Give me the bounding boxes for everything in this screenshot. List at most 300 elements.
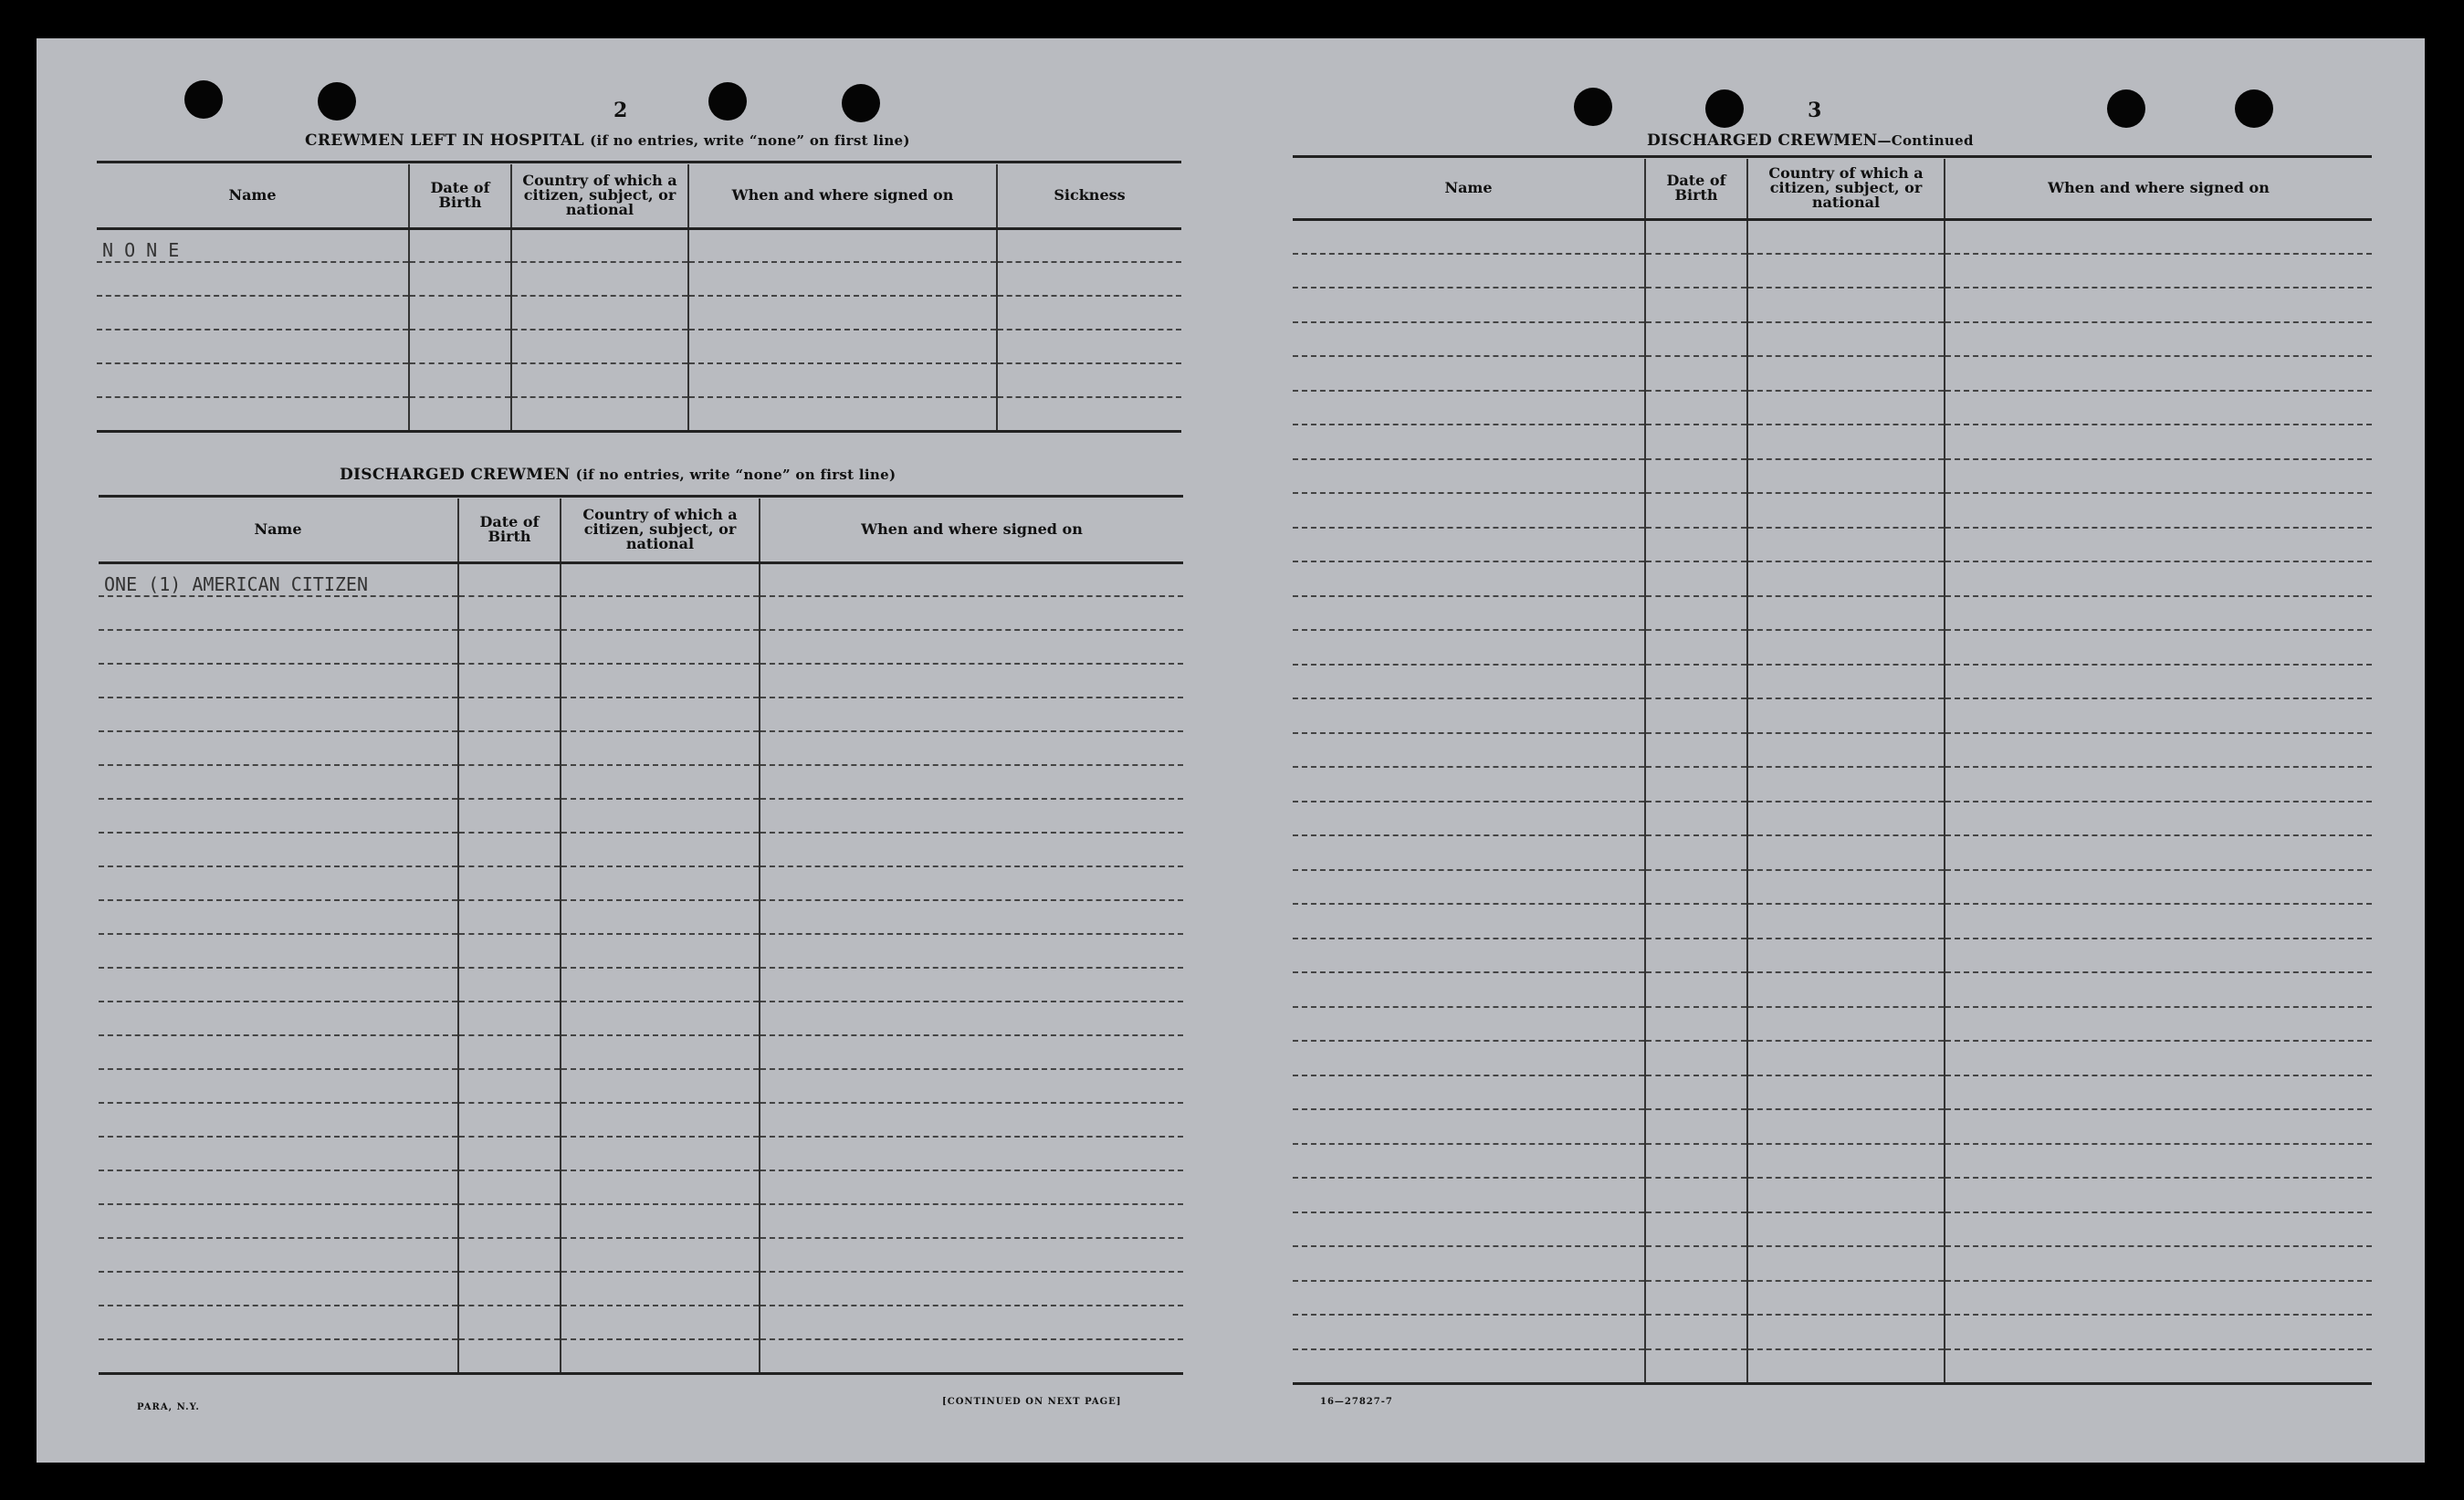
table-cell xyxy=(1645,1349,1747,1384)
table-cell xyxy=(458,630,561,664)
table-cell xyxy=(997,363,1181,397)
table-cell xyxy=(1747,425,1945,459)
table-cell xyxy=(760,968,1183,1002)
name-cell xyxy=(99,698,458,731)
table-cell xyxy=(760,1103,1183,1137)
name-cell xyxy=(1293,425,1645,459)
table-cell xyxy=(458,664,561,698)
table-row xyxy=(1293,493,2372,528)
table-cell xyxy=(1645,904,1747,939)
table-cell xyxy=(760,1137,1183,1170)
table-cell xyxy=(760,900,1183,934)
name-cell xyxy=(1293,904,1645,939)
table-cell xyxy=(760,1272,1183,1306)
table-row xyxy=(1293,870,2372,905)
continued-section-title xyxy=(1647,131,1974,150)
table-row xyxy=(1293,356,2372,391)
table-cell xyxy=(1645,459,1747,494)
table-cell xyxy=(1945,391,2372,425)
name-cell xyxy=(99,596,458,630)
table-cell xyxy=(1645,630,1747,665)
page-number: 3 xyxy=(1808,99,1822,122)
table-cell xyxy=(997,228,1181,262)
table-row xyxy=(99,1103,1183,1137)
table-cell xyxy=(1945,1281,2372,1316)
table-cell xyxy=(1747,322,1945,357)
table-cell xyxy=(688,228,997,262)
name-cell xyxy=(1293,459,1645,494)
table-cell xyxy=(1945,1109,2372,1144)
col-header-country: Country of which a citizen, subject, or national xyxy=(511,164,688,228)
col-header-name: Name xyxy=(97,164,409,228)
table-row xyxy=(99,630,1183,664)
table-cell xyxy=(458,833,561,866)
table-cell xyxy=(1747,528,1945,562)
punch-hole xyxy=(184,80,223,119)
table-cell xyxy=(1645,1246,1747,1281)
page-number: 2 xyxy=(613,99,628,122)
table-row xyxy=(99,1339,1183,1373)
table-row xyxy=(1293,767,2372,802)
name-cell xyxy=(1293,939,1645,973)
name-cell xyxy=(1293,528,1645,562)
table-cell xyxy=(1645,596,1747,631)
table-cell xyxy=(511,330,688,363)
table-cell xyxy=(458,934,561,968)
name-cell xyxy=(1293,767,1645,802)
table-row xyxy=(97,363,1181,397)
table-cell xyxy=(1747,561,1945,596)
table-cell xyxy=(760,562,1183,596)
name-cell xyxy=(1293,1075,1645,1110)
table-cell xyxy=(1945,1178,2372,1212)
table-cell xyxy=(561,731,760,765)
table-cell xyxy=(1747,1212,1945,1247)
table-cell xyxy=(458,1238,561,1272)
table-cell xyxy=(1945,528,2372,562)
table-row xyxy=(99,1238,1183,1272)
table-cell xyxy=(458,1035,561,1069)
table-cell xyxy=(760,833,1183,866)
table-cell xyxy=(511,262,688,296)
table-cell xyxy=(1645,665,1747,699)
table-cell xyxy=(1945,939,2372,973)
table-row xyxy=(1293,391,2372,425)
name-cell xyxy=(99,799,458,833)
name-cell xyxy=(1293,254,1645,288)
table-cell xyxy=(1747,1109,1945,1144)
table-cell xyxy=(1945,596,2372,631)
table-cell xyxy=(458,1204,561,1238)
table-cell xyxy=(1645,425,1747,459)
table-cell xyxy=(1645,1212,1747,1247)
table-cell xyxy=(1945,322,2372,357)
name-cell xyxy=(99,1069,458,1103)
table-cell xyxy=(1945,1144,2372,1179)
table-cell xyxy=(997,397,1181,431)
table-cell xyxy=(1945,835,2372,870)
table-cell xyxy=(1747,493,1945,528)
name-cell xyxy=(1293,493,1645,528)
table-cell xyxy=(688,262,997,296)
discharged-table-top-rule xyxy=(99,495,1183,498)
name-cell xyxy=(99,1306,458,1339)
table-cell xyxy=(688,296,997,330)
table-cell xyxy=(409,330,511,363)
name-cell xyxy=(99,1272,458,1306)
table-cell xyxy=(409,363,511,397)
name-cell xyxy=(1293,1246,1645,1281)
table-cell xyxy=(1747,254,1945,288)
name-cell xyxy=(99,664,458,698)
table-cell xyxy=(458,799,561,833)
table-cell xyxy=(458,1069,561,1103)
table-row xyxy=(97,296,1181,330)
table-cell xyxy=(1945,1349,2372,1384)
table-row xyxy=(99,664,1183,698)
table-cell xyxy=(997,296,1181,330)
name-cell xyxy=(1293,1349,1645,1384)
table-row xyxy=(1293,1075,2372,1110)
table-cell xyxy=(1645,972,1747,1007)
name-cell: ONE (1) AMERICAN CITIZEN xyxy=(99,562,458,596)
table-cell xyxy=(561,1035,760,1069)
name-cell xyxy=(99,765,458,799)
continued-note: [CONTINUED ON NEXT PAGE] xyxy=(942,1397,1122,1407)
col-header-signed-on: When and where signed on xyxy=(688,164,997,228)
table-row xyxy=(99,731,1183,765)
table-row xyxy=(1293,1007,2372,1042)
name-cell xyxy=(99,1137,458,1170)
name-cell: N O N E xyxy=(97,228,409,262)
table-cell xyxy=(1645,288,1747,322)
col-header-dob: Date of Birth xyxy=(409,164,511,228)
name-cell xyxy=(99,1103,458,1137)
table-cell xyxy=(561,698,760,731)
table-cell xyxy=(561,1272,760,1306)
name-cell xyxy=(1293,322,1645,357)
discharged-table xyxy=(99,498,1183,1375)
table-cell xyxy=(1945,561,2372,596)
name-cell xyxy=(1293,630,1645,665)
name-cell xyxy=(1293,870,1645,905)
table-cell xyxy=(561,664,760,698)
table-cell xyxy=(1945,630,2372,665)
name-cell xyxy=(1293,1212,1645,1247)
continued-title-text: DISCHARGED CREWMEN xyxy=(1647,131,1878,150)
name-cell xyxy=(1293,356,1645,391)
name-cell xyxy=(97,296,409,330)
table-cell xyxy=(458,1306,561,1339)
table-cell xyxy=(458,1170,561,1204)
table-cell xyxy=(1945,356,2372,391)
table-cell xyxy=(1945,219,2372,254)
name-cell xyxy=(99,731,458,765)
table-cell xyxy=(1747,1075,1945,1110)
name-cell xyxy=(1293,288,1645,322)
continued-table-top-rule xyxy=(1293,155,2372,158)
table-cell xyxy=(760,799,1183,833)
hospital-table xyxy=(97,164,1181,433)
discharged-table-body xyxy=(99,562,1183,1373)
name-cell xyxy=(99,1002,458,1035)
table-cell xyxy=(1747,459,1945,494)
table-cell xyxy=(1645,561,1747,596)
table-row xyxy=(99,1170,1183,1204)
table-cell xyxy=(1747,1349,1945,1384)
table-row xyxy=(1293,528,2372,562)
table-cell xyxy=(760,866,1183,900)
table-cell xyxy=(997,262,1181,296)
table-cell xyxy=(1945,254,2372,288)
table-cell xyxy=(561,866,760,900)
table-cell xyxy=(688,330,997,363)
col-header-sickness: Sickness xyxy=(997,164,1181,228)
table-cell xyxy=(458,698,561,731)
table-row xyxy=(99,900,1183,934)
table-row xyxy=(1293,288,2372,322)
discharged-title-note: (if no entries, write “none” on first line) xyxy=(575,467,896,483)
table-cell xyxy=(1645,1109,1747,1144)
table-cell xyxy=(1747,288,1945,322)
table-row xyxy=(1293,698,2372,733)
table-cell xyxy=(760,1339,1183,1373)
table-cell xyxy=(511,363,688,397)
table-cell xyxy=(561,1069,760,1103)
table-row xyxy=(1293,904,2372,939)
table-cell xyxy=(760,1002,1183,1035)
table-cell xyxy=(1645,219,1747,254)
table-row xyxy=(99,698,1183,731)
continued-title-suffix: —Continued xyxy=(1877,132,1974,149)
table-row xyxy=(1293,425,2372,459)
table-row xyxy=(99,1137,1183,1170)
name-cell xyxy=(1293,1315,1645,1349)
table-cell xyxy=(1945,459,2372,494)
name-cell xyxy=(1293,972,1645,1007)
table-row xyxy=(99,1306,1183,1339)
table-cell xyxy=(561,799,760,833)
name-cell xyxy=(99,968,458,1002)
name-cell xyxy=(99,900,458,934)
table-cell xyxy=(561,1204,760,1238)
printer-imprint: PARA, N.Y. xyxy=(137,1402,200,1412)
table-cell xyxy=(561,630,760,664)
table-cell xyxy=(511,228,688,262)
col-header-name: Name xyxy=(99,498,458,562)
table-cell xyxy=(458,1103,561,1137)
table-cell xyxy=(760,596,1183,630)
table-cell xyxy=(1945,425,2372,459)
col-header-dob: Date of Birth xyxy=(458,498,561,562)
name-cell xyxy=(99,1339,458,1373)
table-row xyxy=(1293,219,2372,254)
name-cell xyxy=(1293,219,1645,254)
table-cell xyxy=(458,1339,561,1373)
table-row xyxy=(99,1002,1183,1035)
table-row xyxy=(1293,1109,2372,1144)
name-cell xyxy=(1293,835,1645,870)
table-row xyxy=(1293,972,2372,1007)
table-cell xyxy=(1645,254,1747,288)
table-cell xyxy=(760,1069,1183,1103)
table-cell xyxy=(1747,219,1945,254)
table-row xyxy=(99,1272,1183,1306)
table-cell xyxy=(760,765,1183,799)
table-cell xyxy=(1945,665,2372,699)
table-cell xyxy=(1747,733,1945,768)
table-cell xyxy=(1645,1041,1747,1075)
table-cell xyxy=(1645,835,1747,870)
hospital-table-top-rule xyxy=(97,161,1181,163)
table-row xyxy=(1293,1144,2372,1179)
table-cell xyxy=(760,1204,1183,1238)
table-row xyxy=(1293,939,2372,973)
table-cell xyxy=(1645,528,1747,562)
name-cell xyxy=(1293,802,1645,836)
hospital-title-note: (if no entries, write “none” on first line) xyxy=(590,132,910,149)
table-cell xyxy=(1645,767,1747,802)
table-cell xyxy=(760,1238,1183,1272)
punch-hole xyxy=(1574,88,1612,126)
table-cell xyxy=(1645,1315,1747,1349)
table-cell xyxy=(1645,733,1747,768)
table-cell xyxy=(1747,939,1945,973)
table-cell xyxy=(458,562,561,596)
table-row xyxy=(97,330,1181,363)
name-cell xyxy=(1293,1041,1645,1075)
table-row xyxy=(99,596,1183,630)
table-cell xyxy=(458,765,561,799)
table-cell xyxy=(511,397,688,431)
table-cell xyxy=(561,833,760,866)
table-cell xyxy=(1945,1246,2372,1281)
table-cell xyxy=(1747,1315,1945,1349)
table-cell xyxy=(1747,630,1945,665)
name-cell xyxy=(99,630,458,664)
table-cell xyxy=(1747,1007,1945,1042)
name-cell xyxy=(1293,733,1645,768)
table-cell xyxy=(1747,596,1945,631)
table-cell xyxy=(760,1035,1183,1069)
table-cell xyxy=(1747,698,1945,733)
table-row xyxy=(1293,1349,2372,1384)
table-row xyxy=(1293,561,2372,596)
table-cell xyxy=(1945,802,2372,836)
table-cell xyxy=(1945,904,2372,939)
table-cell xyxy=(1945,733,2372,768)
table-cell xyxy=(561,900,760,934)
table-cell xyxy=(1645,1007,1747,1042)
table-cell xyxy=(458,866,561,900)
table-row xyxy=(99,562,1183,596)
name-cell xyxy=(99,934,458,968)
table-row xyxy=(99,934,1183,968)
name-cell xyxy=(1293,1109,1645,1144)
table-row xyxy=(1293,459,2372,494)
table-cell xyxy=(1945,1315,2372,1349)
name-cell xyxy=(99,866,458,900)
table-cell xyxy=(561,1306,760,1339)
table-cell xyxy=(1747,1144,1945,1179)
name-cell xyxy=(99,1204,458,1238)
table-cell xyxy=(1747,1178,1945,1212)
table-cell xyxy=(1645,1144,1747,1179)
punch-hole xyxy=(318,82,356,121)
table-cell xyxy=(1747,665,1945,699)
table-cell xyxy=(561,934,760,968)
table-cell xyxy=(1645,391,1747,425)
name-cell xyxy=(1293,1007,1645,1042)
table-row xyxy=(1293,733,2372,768)
table-cell xyxy=(458,596,561,630)
name-cell xyxy=(1293,1178,1645,1212)
table-cell xyxy=(1645,1178,1747,1212)
table-row xyxy=(1293,1212,2372,1247)
table-cell xyxy=(1747,1246,1945,1281)
table-cell xyxy=(561,1170,760,1204)
table-cell xyxy=(458,1137,561,1170)
table-row xyxy=(1293,1178,2372,1212)
table-cell xyxy=(1945,767,2372,802)
table-cell xyxy=(458,1002,561,1035)
table-cell xyxy=(1945,288,2372,322)
table-cell xyxy=(1747,835,1945,870)
table-row xyxy=(99,765,1183,799)
table-cell xyxy=(1645,1075,1747,1110)
table-row xyxy=(1293,802,2372,836)
col-header-country: Country of which a citizen, subject, or national xyxy=(561,498,760,562)
table-cell xyxy=(760,630,1183,664)
table-cell xyxy=(1945,493,2372,528)
table-cell xyxy=(1645,493,1747,528)
table-cell xyxy=(409,296,511,330)
punch-hole xyxy=(708,82,747,121)
name-cell xyxy=(99,1170,458,1204)
table-row xyxy=(99,1035,1183,1069)
table-cell xyxy=(1645,356,1747,391)
table-cell xyxy=(458,731,561,765)
name-cell xyxy=(1293,561,1645,596)
table-row xyxy=(97,262,1181,296)
col-header-country: Country of which a citizen, subject, or national xyxy=(1747,159,1945,219)
table-cell xyxy=(1747,391,1945,425)
table-cell xyxy=(1645,939,1747,973)
table-row xyxy=(99,866,1183,900)
name-cell xyxy=(1293,391,1645,425)
table-cell xyxy=(1645,802,1747,836)
hospital-table-body xyxy=(97,228,1181,431)
table-row xyxy=(99,799,1183,833)
table-cell xyxy=(561,1238,760,1272)
name-cell xyxy=(97,262,409,296)
table-cell xyxy=(1645,698,1747,733)
col-header-dob: Date of Birth xyxy=(1645,159,1747,219)
name-cell xyxy=(97,397,409,431)
table-cell xyxy=(760,731,1183,765)
name-cell xyxy=(1293,1144,1645,1179)
name-cell xyxy=(99,833,458,866)
name-cell xyxy=(99,1035,458,1069)
name-cell xyxy=(1293,1281,1645,1316)
table-cell xyxy=(760,1306,1183,1339)
hospital-section-title xyxy=(305,131,910,150)
discharged-section-title xyxy=(340,466,896,484)
name-cell xyxy=(1293,665,1645,699)
punch-hole xyxy=(842,84,880,122)
punch-hole xyxy=(2107,89,2145,128)
table-cell xyxy=(1945,870,2372,905)
